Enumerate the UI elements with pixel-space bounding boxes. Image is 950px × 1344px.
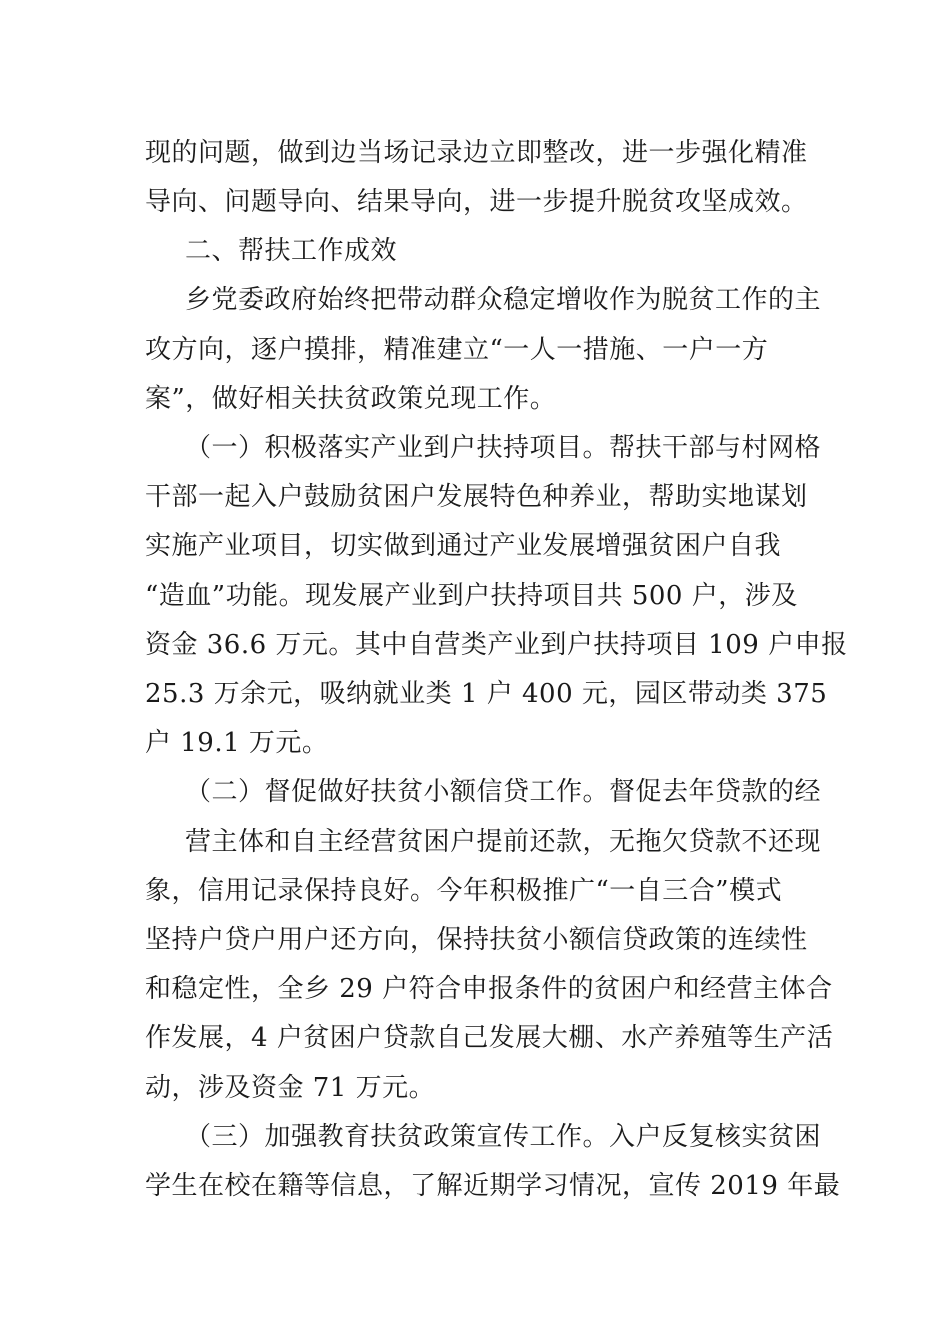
text-line: 乡党委政府始终把带动群众稳定增收作为脱贫工作的主 <box>185 285 822 315</box>
text-line: 户 19.1 万元。 <box>145 728 329 758</box>
text-line: “造血”功能。现发展产业到户扶持项目共 500 户，涉及 <box>145 581 798 611</box>
text-line: 象，信用记录保持良好。今年积极推广“一自三合”模式 <box>145 876 783 906</box>
text-line: 实施产业项目，切实做到通过产业发展增强贫困户自我 <box>145 531 782 561</box>
text-line: （三）加强教育扶贫政策宣传工作。入户反复核实贫困 <box>185 1122 822 1152</box>
text-line: 干部一起入户鼓励贫困户发展特色种养业，帮助实地谋划 <box>145 482 808 512</box>
text-line: （二）督促做好扶贫小额信贷工作。督促去年贷款的经 <box>185 777 822 807</box>
text-line: 导向、问题导向、结果导向，进一步提升脱贫攻坚成效。 <box>145 187 808 217</box>
text-line: 和稳定性，全乡 29 户符合申报条件的贫困户和经营主体合 <box>145 974 833 1004</box>
text-line: （一）积极落实产业到户扶持项目。帮扶干部与村网格 <box>185 433 822 463</box>
text-line: 现的问题，做到边当场记录边立即整改，进一步强化精准 <box>145 138 808 168</box>
text-line: 动，涉及资金 71 万元。 <box>145 1073 436 1103</box>
text-line: 25.3 万余元，吸纳就业类 1 户 400 元，园区带动类 375 <box>145 679 828 709</box>
text-line: 营主体和自主经营贫困户提前还款，无拖欠贷款不还现 <box>185 827 822 857</box>
text-line: 作发展，4 户贫困户贷款自己发展大棚、水产养殖等生产活 <box>145 1023 834 1053</box>
text-line: 案”，做好相关扶贫政策兑现工作。 <box>145 384 557 414</box>
text-line: 学生在校在籍等信息，了解近期学习情况，宣传 2019 年最 <box>145 1171 841 1201</box>
text-line: 坚持户贷户用户还方向，保持扶贫小额信贷政策的连续性 <box>145 925 808 955</box>
text-line: 攻方向，逐户摸排，精准建立“一人一措施、一户一方 <box>145 335 769 365</box>
text-line: 资金 36.6 万元。其中自营类产业到户扶持项目 109 户申报 <box>145 630 848 660</box>
section-heading: 二、帮扶工作成效 <box>185 236 398 266</box>
